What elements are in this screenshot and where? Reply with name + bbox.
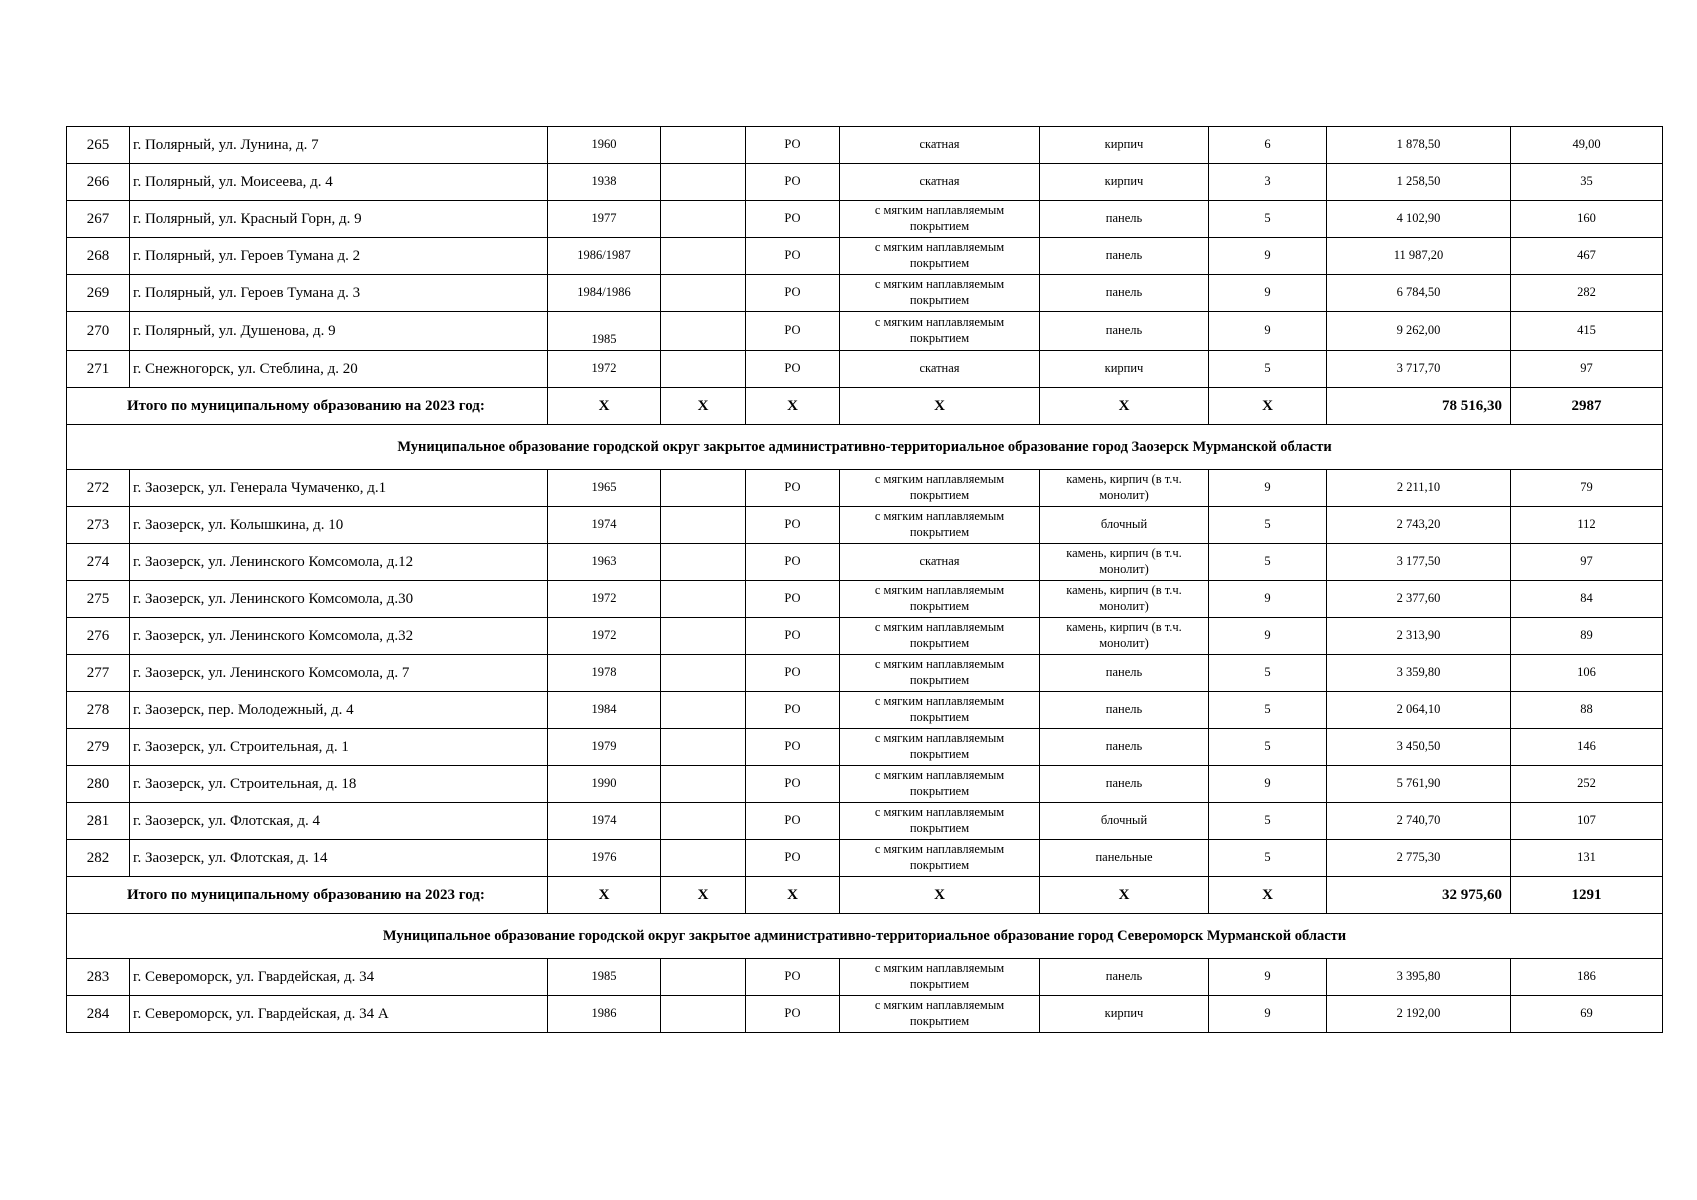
address-cell: г. Полярный, ул. Красный Горн, д. 9 — [130, 201, 548, 238]
table-row — [67, 840, 1663, 877]
subtotal-mark: X — [548, 877, 661, 914]
year-cell: 1972 — [548, 618, 661, 655]
floors-cell: 6 — [1209, 127, 1327, 164]
wall-material-cell: блочный — [1040, 507, 1209, 544]
floors-cell: 5 — [1209, 729, 1327, 766]
year-cell: 1984 — [548, 692, 661, 729]
address-cell: г. Заозерск, ул. Строительная, д. 1 — [130, 729, 548, 766]
empty-cell — [661, 959, 746, 996]
floors-cell: 3 — [1209, 164, 1327, 201]
floors-cell: 9 — [1209, 766, 1327, 803]
empty-cell — [661, 544, 746, 581]
residents-cell: 131 — [1511, 840, 1663, 877]
roof-type-cell: с мягким наплавляемым покрытием — [840, 996, 1040, 1033]
area-cell: 2 313,90 — [1327, 618, 1511, 655]
form-cell: РО — [746, 312, 840, 351]
row-number: 274 — [67, 544, 130, 581]
table-row — [67, 127, 1663, 164]
floors-cell: 9 — [1209, 275, 1327, 312]
address-cell: г. Снежногорск, ул. Стеблина, д. 20 — [130, 351, 548, 388]
year-cell: 1974 — [548, 507, 661, 544]
subtotal-mark: X — [746, 877, 840, 914]
address-cell: г. Полярный, ул. Моисеева, д. 4 — [130, 164, 548, 201]
wall-material-cell: панель — [1040, 275, 1209, 312]
empty-cell — [661, 275, 746, 312]
floors-cell: 5 — [1209, 692, 1327, 729]
wall-material-cell: камень, кирпич (в т.ч. монолит) — [1040, 618, 1209, 655]
table-row — [67, 275, 1663, 312]
floors-cell: 5 — [1209, 201, 1327, 238]
row-number: 271 — [67, 351, 130, 388]
roof-type-cell: с мягким наплавляемым покрытием — [840, 275, 1040, 312]
address-cell: г. Полярный, ул. Героев Тумана д. 3 — [130, 275, 548, 312]
table-row — [67, 692, 1663, 729]
area-cell: 2 192,00 — [1327, 996, 1511, 1033]
year-cell: 1976 — [548, 840, 661, 877]
wall-material-cell: панель — [1040, 655, 1209, 692]
year-cell: 1977 — [548, 201, 661, 238]
year-cell: 1965 — [548, 470, 661, 507]
wall-material-cell: камень, кирпич (в т.ч. монолит) — [1040, 544, 1209, 581]
address-cell: г. Полярный, ул. Душенова, д. 9 — [130, 312, 548, 351]
roof-type-cell: скатная — [840, 544, 1040, 581]
floors-cell: 9 — [1209, 581, 1327, 618]
subtotal-label: Итого по муниципальному образованию на 2023 год: — [67, 388, 548, 425]
residents-cell: 282 — [1511, 275, 1663, 312]
table-row — [67, 544, 1663, 581]
residents-cell: 146 — [1511, 729, 1663, 766]
empty-cell — [661, 803, 746, 840]
empty-cell — [661, 766, 746, 803]
table-row — [67, 729, 1663, 766]
empty-cell — [661, 996, 746, 1033]
year-cell: 1979 — [548, 729, 661, 766]
subtotal-mark: X — [548, 388, 661, 425]
form-cell: РО — [746, 544, 840, 581]
area-cell: 1 878,50 — [1327, 127, 1511, 164]
subtotal-area: 78 516,30 — [1327, 388, 1511, 425]
floors-cell: 5 — [1209, 840, 1327, 877]
area-cell: 6 784,50 — [1327, 275, 1511, 312]
roof-type-cell: с мягким наплавляемым покрытием — [840, 803, 1040, 840]
row-number: 276 — [67, 618, 130, 655]
year-cell: 1985 — [548, 312, 661, 351]
floors-cell: 5 — [1209, 507, 1327, 544]
floors-cell: 5 — [1209, 803, 1327, 840]
form-cell: РО — [746, 959, 840, 996]
section-header-row — [67, 914, 1663, 959]
address-cell: г. Заозерск, ул. Колышкина, д. 10 — [130, 507, 548, 544]
form-cell: РО — [746, 201, 840, 238]
form-cell: РО — [746, 655, 840, 692]
table-row — [67, 959, 1663, 996]
residents-cell: 106 — [1511, 655, 1663, 692]
floors-cell: 9 — [1209, 959, 1327, 996]
floors-cell: 9 — [1209, 238, 1327, 275]
row-number: 268 — [67, 238, 130, 275]
empty-cell — [661, 581, 746, 618]
address-cell: г. Заозерск, ул. Флотская, д. 4 — [130, 803, 548, 840]
subtotal-mark: X — [840, 877, 1040, 914]
empty-cell — [661, 238, 746, 275]
address-cell: г. Североморск, ул. Гвардейская, д. 34 А — [130, 996, 548, 1033]
area-cell: 3 177,50 — [1327, 544, 1511, 581]
row-number: 278 — [67, 692, 130, 729]
roof-type-cell: с мягким наплавляемым покрытием — [840, 581, 1040, 618]
wall-material-cell: панель — [1040, 201, 1209, 238]
wall-material-cell: панель — [1040, 959, 1209, 996]
subtotal-mark: X — [840, 388, 1040, 425]
year-cell: 1978 — [548, 655, 661, 692]
row-number: 282 — [67, 840, 130, 877]
subtotal-mark: X — [1040, 877, 1209, 914]
form-cell: РО — [746, 507, 840, 544]
table-row — [67, 470, 1663, 507]
form-cell: РО — [746, 127, 840, 164]
empty-cell — [661, 618, 746, 655]
residents-cell: 107 — [1511, 803, 1663, 840]
empty-cell — [661, 507, 746, 544]
area-cell: 1 258,50 — [1327, 164, 1511, 201]
address-cell: г. Заозерск, ул. Строительная, д. 18 — [130, 766, 548, 803]
form-cell: РО — [746, 164, 840, 201]
residents-cell: 88 — [1511, 692, 1663, 729]
area-cell: 9 262,00 — [1327, 312, 1511, 351]
empty-cell — [661, 312, 746, 351]
empty-cell — [661, 201, 746, 238]
address-cell: г. Полярный, ул. Лунина, д. 7 — [130, 127, 548, 164]
floors-cell: 9 — [1209, 470, 1327, 507]
table-row — [67, 351, 1663, 388]
year-cell: 1985 — [548, 959, 661, 996]
area-cell: 3 717,70 — [1327, 351, 1511, 388]
area-cell: 3 359,80 — [1327, 655, 1511, 692]
residents-cell: 49,00 — [1511, 127, 1663, 164]
form-cell: РО — [746, 766, 840, 803]
row-number: 281 — [67, 803, 130, 840]
subtotal-mark: X — [1040, 388, 1209, 425]
year-cell: 1972 — [548, 351, 661, 388]
table-row — [67, 996, 1663, 1033]
subtotal-row — [67, 388, 1663, 425]
form-cell: РО — [746, 729, 840, 766]
row-number: 284 — [67, 996, 130, 1033]
subtotal-residents: 1291 — [1511, 877, 1663, 914]
residents-cell: 84 — [1511, 581, 1663, 618]
form-cell: РО — [746, 275, 840, 312]
table-row — [67, 164, 1663, 201]
subtotal-mark: X — [746, 388, 840, 425]
form-cell: РО — [746, 238, 840, 275]
row-number: 269 — [67, 275, 130, 312]
table-row — [67, 766, 1663, 803]
row-number: 265 — [67, 127, 130, 164]
form-cell: РО — [746, 618, 840, 655]
wall-material-cell: кирпич — [1040, 996, 1209, 1033]
row-number: 283 — [67, 959, 130, 996]
empty-cell — [661, 127, 746, 164]
wall-material-cell: панель — [1040, 729, 1209, 766]
residents-cell: 97 — [1511, 351, 1663, 388]
form-cell: РО — [746, 803, 840, 840]
row-number: 279 — [67, 729, 130, 766]
address-cell: г. Заозерск, ул. Ленинского Комсомола, д.12 — [130, 544, 548, 581]
wall-material-cell: кирпич — [1040, 164, 1209, 201]
empty-cell — [661, 351, 746, 388]
roof-type-cell: с мягким наплавляемым покрытием — [840, 470, 1040, 507]
roof-type-cell: скатная — [840, 164, 1040, 201]
area-cell: 4 102,90 — [1327, 201, 1511, 238]
address-cell: г. Заозерск, ул. Ленинского Комсомола, д.30 — [130, 581, 548, 618]
subtotal-area: 32 975,60 — [1327, 877, 1511, 914]
year-cell: 1963 — [548, 544, 661, 581]
roof-type-cell: с мягким наплавляемым покрытием — [840, 729, 1040, 766]
table-row — [67, 581, 1663, 618]
empty-cell — [661, 729, 746, 766]
row-number: 280 — [67, 766, 130, 803]
year-cell: 1972 — [548, 581, 661, 618]
floors-cell: 9 — [1209, 618, 1327, 655]
roof-type-cell: скатная — [840, 351, 1040, 388]
subtotal-row — [67, 877, 1663, 914]
form-cell: РО — [746, 692, 840, 729]
address-cell: г. Полярный, ул. Героев Тумана д. 2 — [130, 238, 548, 275]
address-cell: г. Заозерск, пер. Молодежный, д. 4 — [130, 692, 548, 729]
row-number: 272 — [67, 470, 130, 507]
roof-type-cell: с мягким наплавляемым покрытием — [840, 312, 1040, 351]
roof-type-cell: с мягким наплавляемым покрытием — [840, 840, 1040, 877]
empty-cell — [661, 470, 746, 507]
row-number: 267 — [67, 201, 130, 238]
row-number: 275 — [67, 581, 130, 618]
wall-material-cell: панельные — [1040, 840, 1209, 877]
residents-cell: 112 — [1511, 507, 1663, 544]
empty-cell — [661, 164, 746, 201]
roof-type-cell: с мягким наплавляемым покрытием — [840, 959, 1040, 996]
residents-cell: 252 — [1511, 766, 1663, 803]
empty-cell — [661, 840, 746, 877]
area-cell: 2 377,60 — [1327, 581, 1511, 618]
subtotal-label: Итого по муниципальному образованию на 2023 год: — [67, 877, 548, 914]
row-number: 273 — [67, 507, 130, 544]
area-cell: 2 064,10 — [1327, 692, 1511, 729]
wall-material-cell: камень, кирпич (в т.ч. монолит) — [1040, 581, 1209, 618]
residents-cell: 97 — [1511, 544, 1663, 581]
area-cell: 2 211,10 — [1327, 470, 1511, 507]
table-row — [67, 618, 1663, 655]
area-cell: 2 740,70 — [1327, 803, 1511, 840]
area-cell: 3 450,50 — [1327, 729, 1511, 766]
residents-cell: 35 — [1511, 164, 1663, 201]
year-cell: 1938 — [548, 164, 661, 201]
wall-material-cell: камень, кирпич (в т.ч. монолит) — [1040, 470, 1209, 507]
year-cell: 1960 — [548, 127, 661, 164]
subtotal-mark: X — [1209, 388, 1327, 425]
residents-cell: 69 — [1511, 996, 1663, 1033]
floors-cell: 9 — [1209, 312, 1327, 351]
floors-cell: 9 — [1209, 996, 1327, 1033]
wall-material-cell: блочный — [1040, 803, 1209, 840]
year-cell: 1986/1987 — [548, 238, 661, 275]
address-cell: г. Заозерск, ул. Ленинского Комсомола, д.32 — [130, 618, 548, 655]
wall-material-cell: панель — [1040, 312, 1209, 351]
address-cell: г. Североморск, ул. Гвардейская, д. 34 — [130, 959, 548, 996]
empty-cell — [661, 692, 746, 729]
empty-cell — [661, 655, 746, 692]
subtotal-residents: 2987 — [1511, 388, 1663, 425]
floors-cell: 5 — [1209, 544, 1327, 581]
row-number: 277 — [67, 655, 130, 692]
form-cell: РО — [746, 996, 840, 1033]
residents-cell: 186 — [1511, 959, 1663, 996]
area-cell: 2 743,20 — [1327, 507, 1511, 544]
year-cell: 1984/1986 — [548, 275, 661, 312]
area-cell: 2 775,30 — [1327, 840, 1511, 877]
address-cell: г. Заозерск, ул. Генерала Чумаченко, д.1 — [130, 470, 548, 507]
form-cell: РО — [746, 840, 840, 877]
table-row — [67, 312, 1663, 351]
residents-cell: 415 — [1511, 312, 1663, 351]
area-cell: 3 395,80 — [1327, 959, 1511, 996]
roof-type-cell: с мягким наплавляемым покрытием — [840, 618, 1040, 655]
section-title: Муниципальное образование городской округ закрытое административно-территориальное образование город Североморск Мурманской области — [67, 914, 1663, 959]
year-cell: 1990 — [548, 766, 661, 803]
wall-material-cell: панель — [1040, 766, 1209, 803]
subtotal-mark: X — [1209, 877, 1327, 914]
roof-type-cell: с мягким наплавляемым покрытием — [840, 201, 1040, 238]
table-row — [67, 238, 1663, 275]
roof-type-cell: с мягким наплавляемым покрытием — [840, 238, 1040, 275]
table-body — [67, 127, 1663, 1033]
wall-material-cell: кирпич — [1040, 127, 1209, 164]
roof-type-cell: с мягким наплавляемым покрытием — [840, 692, 1040, 729]
table-row — [67, 201, 1663, 238]
roof-type-cell: скатная — [840, 127, 1040, 164]
form-cell: РО — [746, 581, 840, 618]
residents-cell: 79 — [1511, 470, 1663, 507]
area-cell: 5 761,90 — [1327, 766, 1511, 803]
address-cell: г. Заозерск, ул. Ленинского Комсомола, д. 7 — [130, 655, 548, 692]
year-cell: 1974 — [548, 803, 661, 840]
form-cell: РО — [746, 470, 840, 507]
row-number: 270 — [67, 312, 130, 351]
section-header-row — [67, 425, 1663, 470]
wall-material-cell: панель — [1040, 692, 1209, 729]
address-cell: г. Заозерск, ул. Флотская, д. 14 — [130, 840, 548, 877]
area-cell: 11 987,20 — [1327, 238, 1511, 275]
residents-cell: 467 — [1511, 238, 1663, 275]
floors-cell: 5 — [1209, 351, 1327, 388]
section-title: Муниципальное образование городской округ закрытое административно-территориальное образование город Заозерск Мурманской области — [67, 425, 1663, 470]
row-number: 266 — [67, 164, 130, 201]
form-cell: РО — [746, 351, 840, 388]
residents-cell: 89 — [1511, 618, 1663, 655]
roof-type-cell: с мягким наплавляемым покрытием — [840, 655, 1040, 692]
table-row — [67, 655, 1663, 692]
residents-cell: 160 — [1511, 201, 1663, 238]
floors-cell: 5 — [1209, 655, 1327, 692]
table-row — [67, 507, 1663, 544]
wall-material-cell: кирпич — [1040, 351, 1209, 388]
roof-type-cell: с мягким наплавляемым покрытием — [840, 507, 1040, 544]
table-row — [67, 803, 1663, 840]
roof-type-cell: с мягким наплавляемым покрытием — [840, 766, 1040, 803]
subtotal-mark: X — [661, 877, 746, 914]
year-cell: 1986 — [548, 996, 661, 1033]
wall-material-cell: панель — [1040, 238, 1209, 275]
subtotal-mark: X — [661, 388, 746, 425]
housing-table — [66, 126, 1663, 1033]
